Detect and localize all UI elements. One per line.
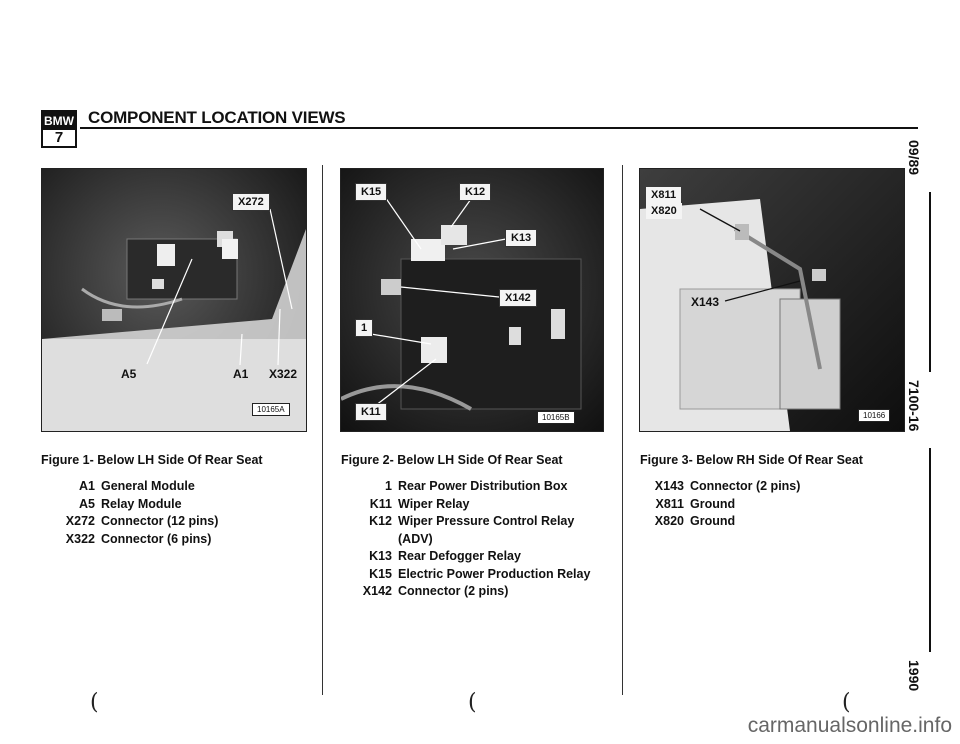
legend-desc: Ground [690,496,736,511]
callout-k11: K11 [355,403,387,421]
photo-number: 10165B [537,411,575,424]
bmw-logo [41,110,77,148]
callout-k15: K15 [355,183,387,201]
legend-code: A5 [79,496,95,511]
legend-row [58,513,218,531]
binding-mark: ( [468,690,477,715]
callout-x322: X322 [269,367,298,381]
callout-x811: X811 [646,187,681,203]
legend-desc: Rear Defogger Relay [398,549,521,563]
legend-row [356,531,590,549]
side-code: 7100-16 [906,380,922,432]
legend-desc: Relay Module [101,496,182,511]
legend-row [58,531,218,549]
side-year: 1990 [906,660,922,692]
legend-desc: Electric Power Production Relay [398,566,591,581]
binding-mark: ( [842,690,851,715]
callout-k12: K12 [459,183,491,201]
legend-desc: Ground [690,514,736,528]
header-rule [80,127,918,129]
side-date: 09/89 [906,140,922,176]
legend-row [356,583,590,601]
legend-row [648,478,800,496]
legend-row [58,478,218,496]
legend-row [356,513,590,531]
legend-code: K12 [369,514,392,528]
callout-a5: A5 [121,367,137,381]
legend-row [356,548,590,566]
callout-x142: X142 [499,289,537,307]
page-title: COMPONENT LOCATION VIEWS [88,108,346,127]
binding-mark: ( [90,690,99,715]
figure-3-photo [639,168,905,432]
photo-number: 10166 [858,409,890,422]
side-rule-2 [929,448,931,652]
legend-code: K13 [369,549,392,563]
legend-code: X272 [65,514,95,528]
legend-desc: Rear Power Distribution Box [398,479,568,493]
callout-k13: K13 [505,229,537,247]
legend-desc: Wiper Relay [398,496,470,511]
legend-code: X142 [362,584,392,598]
column-divider-2 [622,165,623,695]
legend-row [648,513,800,531]
legend-desc: Connector (6 pins) [101,531,212,546]
legend-desc: Connector (2 pins) [690,479,801,493]
legend-code: X143 [654,479,684,493]
figure-1-caption: Figure 1- Below LH Side Of Rear Seat [41,453,263,467]
legend-code: K15 [369,566,392,581]
legend-code: A1 [79,479,95,493]
legend-desc: Connector (2 pins) [398,584,509,598]
logo-series: 7 [54,129,64,146]
photo-number: 10165A [252,403,290,416]
callout-x820: X820 [646,203,682,219]
legend-code: X820 [654,514,684,528]
side-rule-1 [929,192,931,372]
watermark: carmanualsonline.info [747,714,952,737]
figure-3-legend [648,478,800,531]
figure-2-legend [356,478,590,601]
legend-row [58,496,218,514]
callout-x272: X272 [232,193,270,211]
legend-row [648,496,800,514]
figure-2-caption: Figure 2- Below LH Side Of Rear Seat [341,453,563,467]
legend-desc: (ADV) [398,531,433,546]
legend-row [356,478,590,496]
figure-1-photo [41,168,307,432]
figure-1-legend [58,478,218,548]
legend-row [356,496,590,514]
callout-a1: A1 [233,367,249,381]
legend-desc: Connector (12 pins) [101,514,219,528]
legend-code: K11 [369,496,392,511]
figure-2-photo [340,168,604,432]
legend-row [356,566,590,584]
logo-brand: BMW [44,114,74,128]
figure-3-caption: Figure 3- Below RH Side Of Rear Seat [640,453,863,467]
callout-1: 1 [355,319,373,337]
column-divider-1 [322,165,323,695]
legend-desc: General Module [101,479,195,493]
legend-code: X322 [65,531,95,546]
callout-x143: X143 [691,295,720,309]
legend-code: X811 [655,496,684,511]
legend-desc: Wiper Pressure Control Relay [398,514,575,528]
legend-code [356,531,392,549]
legend-code: 1 [385,479,392,493]
